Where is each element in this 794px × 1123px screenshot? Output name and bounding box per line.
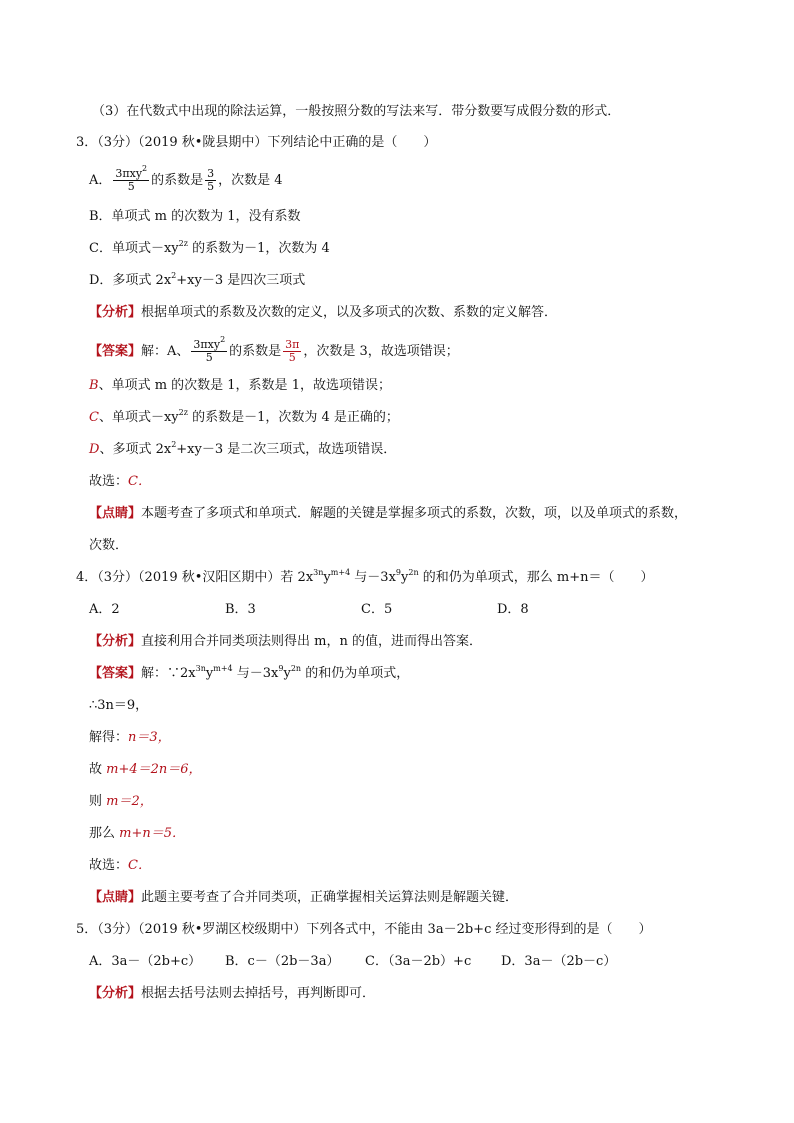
q5-analysis-tag: 【分析】 [89, 986, 142, 1001]
answer-d-post: +xy－3 是二次三项式，故选项错误． [176, 442, 397, 457]
option-c-pre: C．单项式－xy [89, 241, 179, 256]
q3-answer-c [89, 410, 399, 426]
answer-frac-num: 3πxy [193, 338, 221, 351]
answer-coef-den: 5 [288, 351, 296, 364]
comment-text-1: 本题考查了多项式和单项式．解题的关键是掌握多项式的系数，次数，项，以及单项式的系数， [141, 506, 688, 521]
comment-tag: 【点睛】 [89, 506, 142, 521]
option-d-post: +xy－3 是四次三项式 [176, 273, 306, 288]
answer-coef [283, 339, 301, 364]
option-a-coef [205, 168, 216, 193]
answer-tag: 【答案】 [89, 344, 142, 359]
q3-answer-b [89, 378, 391, 394]
q5-option-d: D．3a－（2b－c） [501, 954, 617, 969]
q4-step4-pre: 则 [89, 794, 107, 809]
q4-option-b: B．3 [225, 602, 256, 617]
analysis-tag: 【分析】 [89, 305, 142, 320]
q4-exp1: 3n [313, 568, 324, 577]
option-a-coef-num: 3 [207, 167, 215, 180]
q3-option-d [89, 273, 305, 289]
q5-option-c: C．（3a－2b）+c [365, 954, 472, 969]
q4-mid3: y [401, 570, 409, 585]
q3-header: 3．（3分）（2019 秋•陇县期中）下列结论中正确的是（ ） [76, 135, 437, 150]
q5-option-a: A．3a－（2b+c） [89, 954, 202, 969]
q4-mid1: y [323, 570, 331, 585]
answer-pre: 解：A、 [141, 344, 190, 359]
q4-step-3 [89, 762, 202, 778]
q3-option-b: B．单项式 m 的次数为 1，没有系数 [89, 209, 301, 224]
answer-d-exp: 2 [171, 440, 177, 449]
option-c-exp: 2z [178, 239, 188, 248]
answer-c-post: 的系数是－1，次数为 4 是正确的； [187, 410, 399, 425]
q4-ans-post: 的和仍为单项式， [301, 666, 410, 681]
q5-analysis-text: 根据去括号法则去掉括号，再判断即可． [141, 986, 376, 1001]
analysis-text: 根据单项式的系数及次数的定义，以及多项式的次数、系数的定义解答． [141, 305, 558, 320]
option-a-coef-den: 5 [207, 180, 215, 193]
answer-fraction [191, 335, 227, 364]
q4-ans-mid2: 与－3x [232, 666, 279, 681]
q4-choose-label: 故选： [89, 858, 129, 873]
q5-analysis [89, 986, 375, 1002]
option-a-prefix: A． [89, 173, 112, 188]
q3-comment-cont: 次数． [89, 538, 129, 553]
choose-value: C． [128, 474, 151, 489]
answer-mid: 的系数是 [229, 344, 282, 359]
q3-choose [89, 474, 151, 490]
answer-b-letter: B [89, 378, 99, 393]
answer-coef-num: 3π [285, 338, 300, 351]
q4-comment-text: 此题主要考查了合并同类项，正确掌握相关运算法则是解题关键． [141, 890, 519, 905]
q4-header-post: 的和仍为单项式，那么 m+n＝（ ） [418, 570, 654, 585]
q4-step2-pre: 解得： [89, 730, 129, 745]
q4-step3-pre: 故 [89, 762, 107, 777]
answer-c-exp: 2z [178, 408, 188, 417]
q4-analysis-text: 直接利用合并同类项法则得出 m，n 的值，进而得出答案． [141, 634, 482, 649]
option-a-frac-num: 3πxy [115, 167, 143, 180]
q4-step-1: ∴3n＝9， [89, 698, 149, 713]
q4-ans-exp4: 2n [290, 664, 302, 673]
answer-b-text: 、单项式 m 的次数是 1，系数是 1，故选项错误； [98, 378, 391, 393]
q3-analysis [89, 305, 557, 321]
q4-analysis [89, 634, 482, 650]
answer-c-letter: C [89, 410, 99, 425]
option-a-mid: 的系数是 [151, 173, 204, 188]
q3-option-c [89, 241, 330, 257]
q3-comment [89, 506, 687, 522]
q4-choose [89, 858, 151, 874]
q4-step5-val: m+n＝5． [119, 826, 186, 841]
q4-ans-exp1: 3n [195, 664, 206, 673]
q4-step-4 [89, 794, 153, 810]
q4-mid2: 与－3x [350, 570, 396, 585]
q4-header-pre: 4．（3分）（2019 秋•汉阳区期中）若 2x [76, 570, 314, 585]
q4-comment-tag: 【点睛】 [89, 890, 142, 905]
q4-exp3: 9 [395, 568, 402, 577]
q4-analysis-tag: 【分析】 [89, 634, 142, 649]
option-d-pre: D．多项式 2x [89, 273, 172, 288]
q4-answer-tag: 【答案】 [89, 666, 142, 681]
q4-ans-mid3: y [283, 666, 291, 681]
q4-step-5 [89, 826, 185, 842]
q4-ans-pre: 解：∵2x [141, 666, 196, 681]
q4-choose-value: C． [128, 858, 151, 873]
option-a-frac-den: 5 [127, 180, 135, 193]
option-a-fraction [113, 164, 149, 193]
q3-answer [89, 335, 459, 364]
q4-ans-exp2: m+4 [213, 664, 233, 673]
q3-option-a [89, 164, 283, 193]
q4-answer [89, 666, 409, 682]
q4-step4-val: m＝2， [106, 794, 153, 809]
q4-step-2 [89, 730, 171, 746]
q4-step3-val: m+4＝2n＝6， [106, 762, 202, 777]
answer-d-letter: D [89, 442, 100, 457]
q4-option-a: A．2 [89, 602, 120, 617]
q5-options [89, 954, 616, 970]
option-a-tail: ，次数是 4 [218, 173, 283, 188]
option-d-exp: 2 [171, 271, 177, 280]
q4-step5-pre: 那么 [89, 826, 120, 841]
answer-frac-exp: 2 [220, 335, 226, 344]
q3-answer-d [89, 442, 396, 458]
answer-d-pre: 、多项式 2x [99, 442, 172, 457]
choose-label: 故选： [89, 474, 129, 489]
q4-ans-exp3: 9 [278, 664, 284, 673]
q5-option-b: B．c－（2b－3a） [225, 954, 340, 969]
q5-header: 5．（3分）（2019 秋•罗湖区校级期中）下列各式中，不能由 3a－2b+c 经过变形得到的是（ ） [76, 922, 652, 937]
q4-ans-mid1: y [205, 666, 214, 681]
q4-exp4: 2n [408, 568, 419, 577]
option-a-frac-exp: 2 [142, 164, 148, 173]
answer-tail: ，次数是 3，故选项错误； [303, 344, 459, 359]
q4-step2-val: n＝3， [128, 730, 171, 745]
q4-comment [89, 890, 518, 906]
answer-frac-den: 5 [205, 351, 213, 364]
q4-exp2: m+4 [330, 568, 351, 577]
q4-option-c: C．5 [361, 602, 393, 617]
option-c-post: 的系数为－1，次数为 4 [187, 241, 330, 256]
answer-c-pre: 、单项式－xy [98, 410, 179, 425]
q4-option-d: D．8 [497, 602, 529, 617]
q4-options [89, 602, 633, 618]
q2-note: （3）在代数式中出现的除法运算，一般按照分数的写法来写．带分数要写成假分数的形式． [92, 104, 621, 119]
q4-header [76, 570, 653, 586]
